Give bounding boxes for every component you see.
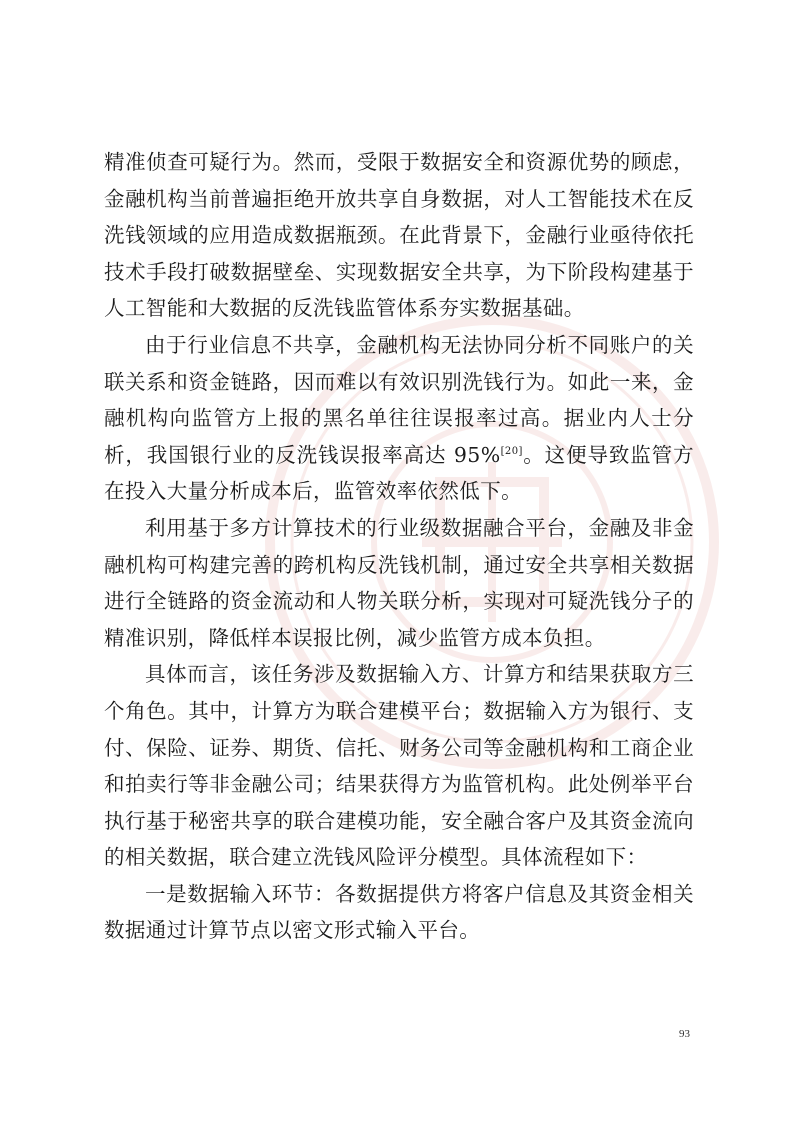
paragraph: 一是数据输入环节：各数据提供方将客户信息及其资金相关数据通过计算节点以密文形式输入平台。 [104, 881, 694, 943]
paragraph-text: 由于行业信息不共享，金融机构无法协同分析不同账户的关联关系和资金链路，因而难以有效识别洗钱行为。如此一来，金融机构向监管方上报的黑名单往往误报率过高。据业内人士分析，我国银行业的反洗钱误报率高达 95% [104, 332, 694, 467]
document-body [104, 144, 694, 949]
paragraph: 精准侦查可疑行为。然而，受限于数据安全和资源优势的顾虑，金融机构当前普遍拒绝开放共享自身数据，对人工智能技术在反洗钱领域的应用造成数据瓶颈。在此背景下，金融行业亟待依托技术手段打破数据壁垒、实现数据安全共享，为下阶段构建基于人工智能和大数据的反洗钱监管体系夯实数据基础。 [104, 150, 694, 321]
paragraph: 具体而言，该任务涉及数据输入方、计算方和结果获取方三个角色。其中，计算方为联合建模平台；数据输入方为银行、支付、保险、证券、期货、信托、财务公司等金融机构和工商企业和拍卖行等非金融公司；结果获得方为监管机构。此处例举平台执行基于秘密共享的联合建模功能，安全融合客户及其资金流向的相关数据，联合建立洗钱风险评分模型。具体流程如下： [104, 662, 694, 870]
paragraph [104, 327, 694, 510]
page-number: 93 [679, 1028, 690, 1040]
paragraph-text: 。这便导致监管方在投入大量分析成本后，监管效率依然低下。 [104, 442, 694, 504]
paragraph: 利用基于多方计算技术的行业级数据融合平台，金融及非金融机构可构建完善的跨机构反洗钱机制，通过安全共享相关数据进行全链路的资金流动和人物关联分析，实现对可疑洗钱分子的精准识别，降低样本误报比例，减少监管方成本负担。 [104, 515, 694, 650]
citation-ref: [20] [500, 445, 523, 457]
